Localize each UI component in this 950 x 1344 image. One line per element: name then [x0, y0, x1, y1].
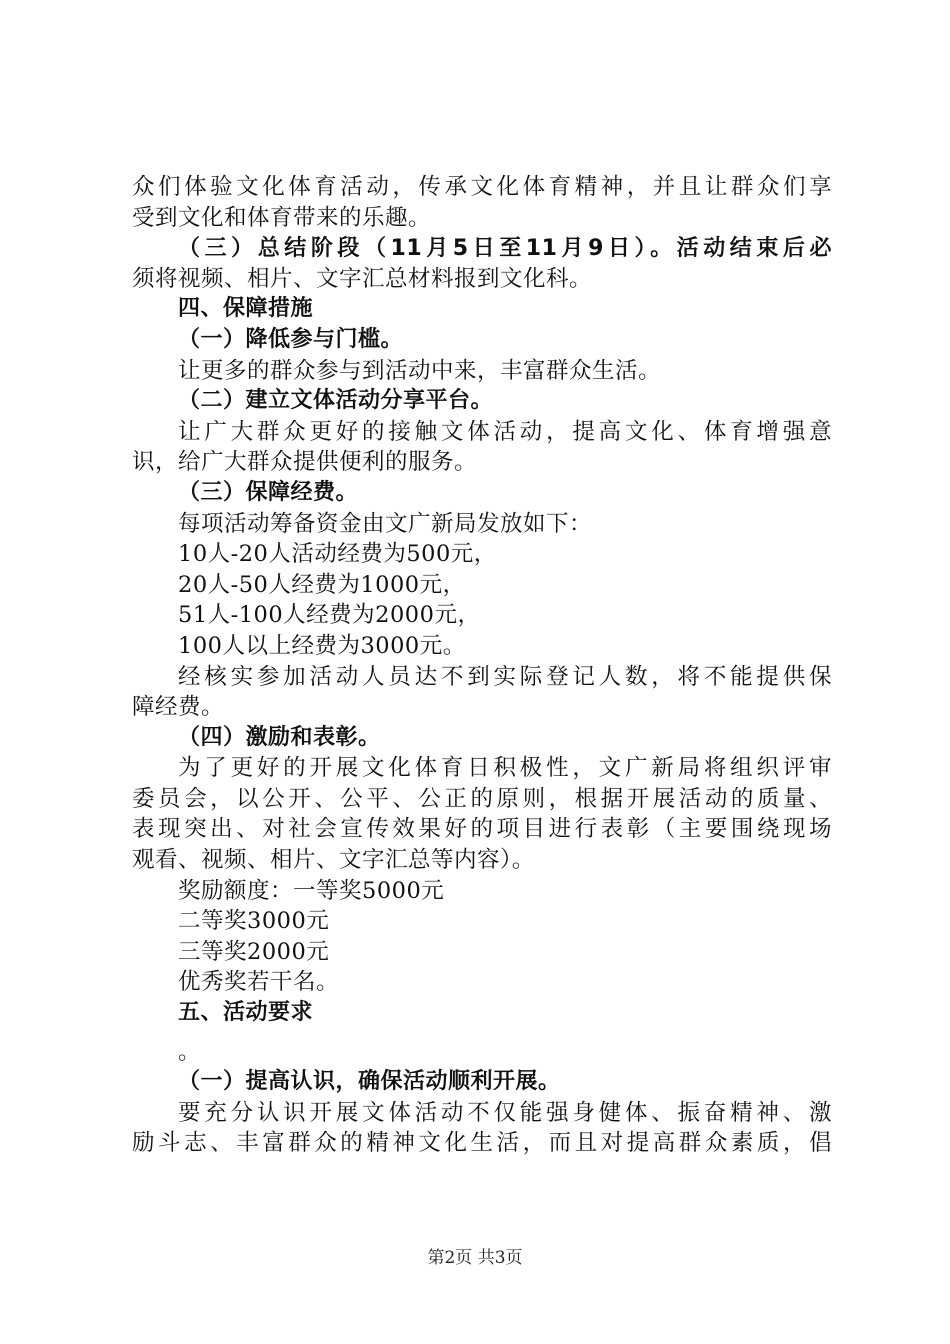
section-heading-requirements: 五、活动要求 [178, 1000, 314, 1026]
document-body [132, 172, 832, 1159]
paragraph-line: 让广大群众更好的接触文体活动，提高文化、体育增强意 [178, 418, 832, 445]
subheading-funding: （三）保障经费。 [178, 479, 359, 505]
page-footer: 第2页 共3页 [427, 1248, 523, 1268]
paragraph-line: 。 [178, 1038, 202, 1065]
subheading-sharing-platform: （二）建立文体活动分享平台。 [178, 388, 494, 414]
award-item: 奖励额度：一等奖5000元 [178, 877, 445, 904]
section-heading-safeguards: 四、保障措施 [178, 296, 314, 322]
paragraph-line: 为了更好的开展文化体育日积极性，文广新局将组织评审 [178, 755, 832, 782]
paragraph-line: 障经费。 [132, 694, 225, 721]
funding-item: 10人-20人活动经费为500元， [178, 541, 497, 568]
summary-stage-heading: （三）总结阶段（11月5日至11月9日）。活动结束后必 [178, 236, 832, 262]
funding-item: 51人-100人经费为2000元， [178, 602, 481, 629]
funding-item: 20人-50人经费为1000元， [178, 571, 466, 598]
paragraph-line: 识，给广大群众提供便利的服务。 [132, 449, 478, 476]
paragraph-line: 众们体验文化体育活动，传承文化体育精神，并且让群众们享 [132, 174, 832, 200]
paragraph-line: 励斗志、丰富群众的精神文化生活，而且对提高群众素质，倡 [132, 1130, 832, 1157]
award-item: 二等奖3000元 [178, 908, 330, 935]
award-item: 三等奖2000元 [178, 938, 330, 965]
funding-item: 100人以上经费为3000元。 [178, 632, 466, 659]
award-item: 优秀奖若干名。 [178, 969, 340, 996]
paragraph-line: 须将视频、相片、文字汇总材料报到文化科。 [132, 265, 593, 292]
paragraph-line: 观看、视频、相片、文字汇总等内容）。 [132, 847, 535, 874]
paragraph-line: 让更多的群众参与到活动中来，丰富群众生活。 [178, 357, 662, 384]
subheading-raise-awareness: （一）提高认识，确保活动顺利开展。 [178, 1069, 561, 1095]
paragraph-line: 要充分认识开展文体活动不仅能强身健体、振奋精神、激 [178, 1099, 832, 1126]
paragraph-line: 每项活动筹备资金由文广新局发放如下： [178, 510, 593, 537]
paragraph-line: 委员会，以公开、公平、公正的原则，根据开展活动的质量、 [132, 785, 832, 812]
paragraph-line: 受到文化和体育带来的乐趣。 [132, 204, 432, 231]
spacer [132, 1029, 832, 1037]
paragraph-line [132, 233, 832, 264]
subheading-incentives: （四）激励和表彰。 [178, 724, 381, 750]
subheading-lower-threshold: （一）降低参与门槛。 [178, 326, 404, 352]
paragraph-line: 表现突出、对社会宣传效果好的项目进行表彰（主要围绕现场 [132, 816, 832, 843]
paragraph-line: 经核实参加活动人员达不到实际登记人数，将不能提供保 [178, 663, 832, 690]
